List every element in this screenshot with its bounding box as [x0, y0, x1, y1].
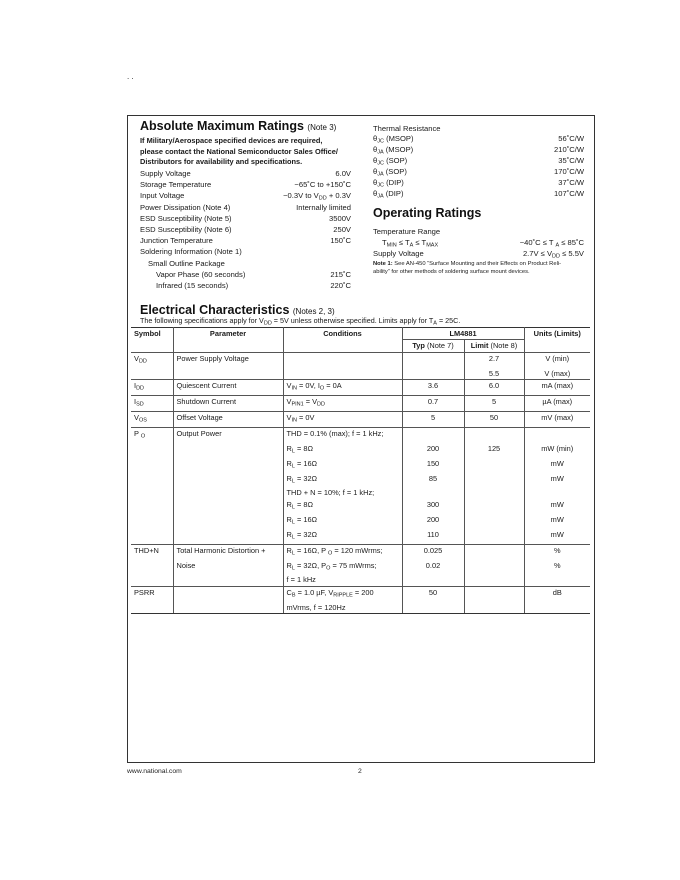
thermal-value: 56˚C/W — [558, 134, 584, 143]
col-symbol: Symbol — [131, 328, 173, 353]
cell-symbol: P $_O$ — [131, 427, 173, 442]
cell-conditions: THD = 0.1% (max); f = 1 kHz; — [283, 427, 402, 442]
cell-symbol — [131, 499, 173, 514]
cell-symbol: THD+N — [131, 544, 173, 559]
table-row — [131, 499, 590, 514]
cell-symbol: $V_{OS}$ — [131, 411, 173, 427]
abs-max-label: Supply Voltage — [140, 169, 191, 178]
cell-limit: 6.0 — [464, 380, 524, 396]
abs-max-label: Small Outline Package — [148, 258, 225, 268]
abs-max-label: Input Voltage — [140, 191, 185, 201]
cell-typ — [402, 602, 464, 614]
thermal-label: $\theta_{JC}$ (DIP) — [373, 178, 404, 189]
cell-conditions: f = 1 kHz — [283, 574, 402, 586]
cell-parameter — [173, 473, 283, 488]
cell-parameter — [173, 499, 283, 514]
cell-typ: 150 — [402, 458, 464, 473]
cell-units: mW — [524, 499, 590, 514]
thermal-row — [373, 167, 584, 178]
cell-limit: 125 — [464, 443, 524, 458]
abs-max-row — [140, 180, 351, 191]
abs-max-label: ESD Susceptibility (Note 5) — [140, 213, 232, 223]
abs-max-value: 220˚C — [330, 280, 351, 290]
cell-units: mW (min) — [524, 443, 590, 458]
supply-label: Supply Voltage — [373, 249, 424, 258]
thermal-row — [373, 134, 584, 145]
col-units: Units (Limits) — [524, 328, 590, 353]
footer-page-number: 2 — [358, 768, 362, 775]
cell-parameter — [173, 602, 283, 614]
table-row — [131, 574, 590, 586]
cell-typ — [402, 487, 464, 498]
abs-max-warning — [140, 136, 338, 168]
cell-parameter: Total Harmonic Distortion + — [173, 544, 283, 559]
footer-website: www.national.com — [127, 768, 182, 775]
cell-typ: 0.7 — [402, 396, 464, 412]
cell-parameter — [173, 586, 283, 601]
col-limit: Limit (Note 8) — [464, 340, 524, 352]
note-label: Note 1: — [373, 261, 393, 267]
warning-line: Distributors for availability and specifications. — [140, 157, 303, 166]
cell-conditions: $R_L = 32\Omega$ — [283, 529, 402, 544]
col-conditions: Conditions — [283, 328, 402, 353]
table-row — [131, 411, 590, 427]
cell-symbol — [131, 473, 173, 488]
cell-conditions: mVrms, f = 120Hz — [283, 602, 402, 614]
table-row — [131, 396, 590, 412]
abs-max-value: 215˚C — [330, 269, 351, 279]
corner-marks: . . — [127, 72, 134, 81]
cell-conditions: $R_L = 32\Omega$ — [283, 473, 402, 488]
abs-max-row — [140, 247, 351, 258]
cell-symbol — [131, 560, 173, 575]
cell-symbol: PSRR — [131, 586, 173, 601]
thermal-label: $\theta_{JC}$ (SOP) — [373, 156, 408, 167]
table-row — [131, 458, 590, 473]
cell-units: mW — [524, 473, 590, 488]
note-line: See AN-450 “Surface Mounting and their Effects on Product Reli- — [394, 261, 562, 267]
abs-max-value: 6.0V — [335, 169, 351, 178]
cell-units: mA (max) — [524, 380, 590, 396]
thermal-label: $\theta_{JC}$ (MSOP) — [373, 134, 414, 145]
abs-max-note: (Note 3) — [307, 123, 337, 132]
temp-range-label: Temperature Range — [373, 227, 441, 236]
cell-parameter — [173, 529, 283, 544]
cell-typ: 200 — [402, 514, 464, 529]
cell-units — [524, 427, 590, 442]
cell-units: mV (max) — [524, 411, 590, 427]
abs-max-label: Soldering Information (Note 1) — [140, 247, 242, 257]
thermal-value: 37˚C/W — [558, 178, 584, 188]
abs-max-row — [140, 225, 351, 236]
cell-parameter — [173, 368, 283, 380]
abs-max-label: Infrared (15 seconds) — [156, 280, 229, 290]
operating-note — [373, 260, 561, 276]
abs-max-title — [140, 119, 336, 133]
table-row — [131, 514, 590, 529]
abs-max-list — [140, 169, 351, 292]
thermal-label: $\theta_{JA}$ (DIP) — [373, 189, 404, 200]
table-row — [131, 586, 590, 601]
cell-typ: 0.02 — [402, 560, 464, 575]
cell-typ: 3.6 — [402, 380, 464, 396]
cell-typ — [402, 368, 464, 380]
cell-limit — [464, 586, 524, 601]
cell-parameter — [173, 514, 283, 529]
electrical-title-text: Electrical Characteristics — [140, 303, 290, 317]
cell-limit — [464, 514, 524, 529]
cell-conditions: $R_L = 16\Omega$, P $_O$ = 120 mWrms; — [283, 544, 402, 559]
thermal-value: 35˚C/W — [558, 156, 584, 166]
cell-limit: 50 — [464, 411, 524, 427]
cell-conditions: $V_{IN} = 0V$ — [283, 411, 402, 427]
cell-limit — [464, 473, 524, 488]
cell-symbol — [131, 458, 173, 473]
cell-parameter — [173, 574, 283, 586]
cell-conditions: $R_L = 16\Omega$ — [283, 458, 402, 473]
cell-parameter — [173, 458, 283, 473]
col-parameter: Parameter — [173, 328, 283, 353]
cell-limit: 5.5 — [464, 368, 524, 380]
cell-symbol: $V_{DD}$ — [131, 352, 173, 367]
electrical-table — [131, 327, 590, 614]
cell-units: V (min) — [524, 352, 590, 367]
thermal-list — [373, 134, 584, 201]
cell-limit — [464, 499, 524, 514]
table-row — [131, 443, 590, 458]
cell-conditions: $V_{IN} = 0V$, $I_O = 0A$ — [283, 380, 402, 396]
cell-symbol: $I_{SD}$ — [131, 396, 173, 412]
table-row — [131, 529, 590, 544]
abs-max-value: −65˚C to +150˚C — [294, 180, 351, 190]
cell-conditions: $R_L = 16\Omega$ — [283, 514, 402, 529]
note-line: ability” for other methods of soldering surface mount devices. — [373, 269, 530, 275]
thermal-value: 210˚C/W — [554, 145, 584, 155]
cell-typ — [402, 352, 464, 367]
abs-max-row — [140, 169, 351, 180]
cell-conditions: $V_{PIN1} = V_{DD}$ — [283, 396, 402, 412]
warning-line: If Military/Aerospace specified devices are required, — [140, 136, 323, 145]
abs-max-label: Junction Temperature — [140, 236, 213, 246]
cell-typ: 300 — [402, 499, 464, 514]
electrical-intro: The following specifications apply for $V_{DD} = 5V$ unless otherwise specified. Limits apply for $T_A = 25C$. — [140, 316, 461, 327]
table-row — [131, 602, 590, 614]
table-row — [131, 560, 590, 575]
col-device: LM4881 — [402, 328, 524, 340]
cell-parameter — [173, 443, 283, 458]
cell-units — [524, 574, 590, 586]
cell-symbol — [131, 529, 173, 544]
table-row — [131, 380, 590, 396]
abs-max-value: −0.3V to $V_{DD} + 0.3V$ — [283, 191, 351, 202]
cell-units: % — [524, 560, 590, 575]
table-row — [131, 352, 590, 367]
cell-limit: 2.7 — [464, 352, 524, 367]
cell-symbol — [131, 602, 173, 614]
cell-parameter — [173, 487, 283, 498]
thermal-value: 170˚C/W — [554, 167, 584, 177]
cell-units: mW — [524, 458, 590, 473]
cell-typ: 200 — [402, 443, 464, 458]
cell-parameter: Output Power — [173, 427, 283, 442]
electrical-title — [140, 303, 335, 317]
thermal-value: 107˚C/W — [554, 189, 584, 199]
abs-max-row — [140, 203, 351, 214]
cell-typ: 85 — [402, 473, 464, 488]
abs-max-value: Internally limited — [296, 202, 351, 212]
cell-limit — [464, 602, 524, 614]
abs-max-row — [140, 281, 351, 292]
operating-title: Operating Ratings — [373, 206, 482, 220]
abs-max-value: 250V — [333, 224, 351, 234]
cell-limit — [464, 458, 524, 473]
cell-limit — [464, 560, 524, 575]
cell-units — [524, 487, 590, 498]
cell-limit — [464, 529, 524, 544]
abs-max-value: 3500V — [329, 213, 351, 223]
cell-limit — [464, 574, 524, 586]
abs-max-row — [140, 214, 351, 225]
thermal-row — [373, 156, 584, 167]
cell-units: % — [524, 544, 590, 559]
cell-conditions — [283, 352, 402, 367]
cell-symbol — [131, 368, 173, 380]
table-row — [131, 487, 590, 498]
cell-conditions: $R_L = 32\Omega$, $P_O = 75$ mWrms; — [283, 560, 402, 575]
abs-max-label: Vapor Phase (60 seconds) — [156, 269, 246, 279]
thermal-label: $\theta_{JA}$ (MSOP) — [373, 145, 414, 156]
cell-limit: 5 — [464, 396, 524, 412]
cell-typ: 50 — [402, 586, 464, 601]
cell-units: dB — [524, 586, 590, 601]
thermal-label: $\theta_{JA}$ (SOP) — [373, 167, 407, 178]
abs-max-title-text: Absolute Maximum Ratings — [140, 119, 304, 133]
warning-line: please contact the National Semiconductor Sales Office/ — [140, 146, 338, 156]
cell-units — [524, 602, 590, 614]
cell-conditions: $R_L = 8\Omega$ — [283, 499, 402, 514]
thermal-title: Thermal Resistance — [373, 124, 441, 133]
cell-parameter: Power Supply Voltage — [173, 352, 283, 367]
cell-limit — [464, 544, 524, 559]
electrical-notes: (Notes 2, 3) — [292, 307, 335, 316]
col-typ: Typ (Note 7) — [402, 340, 464, 352]
cell-units: mW — [524, 529, 590, 544]
cell-symbol: $I_{DD}$ — [131, 380, 173, 396]
temp-range-expr: $T_{MIN} \le T_A \le T_{MAX}$ — [382, 238, 439, 249]
abs-max-row — [140, 270, 351, 281]
abs-max-row — [140, 236, 351, 247]
cell-typ — [402, 427, 464, 442]
cell-symbol — [131, 487, 173, 498]
thermal-row — [373, 189, 584, 200]
abs-max-value: 150˚C — [330, 236, 351, 246]
cell-units: mW — [524, 514, 590, 529]
cell-units: µA (max) — [524, 396, 590, 412]
cell-typ: 110 — [402, 529, 464, 544]
abs-max-label: Storage Temperature — [140, 180, 212, 190]
cell-conditions: $C_B = 1.0$ µF, $V_{RIPPLE} = 200$ — [283, 586, 402, 601]
table-row — [131, 427, 590, 442]
cell-parameter: Offset Voltage — [173, 411, 283, 427]
cell-limit — [464, 427, 524, 442]
abs-max-row — [140, 191, 351, 202]
cell-typ — [402, 574, 464, 586]
cell-typ: 5 — [402, 411, 464, 427]
cell-conditions — [283, 368, 402, 380]
cell-parameter: Noise — [173, 560, 283, 575]
cell-symbol — [131, 443, 173, 458]
abs-max-row — [140, 259, 351, 270]
table-row — [131, 473, 590, 488]
abs-max-label: ESD Susceptibility (Note 6) — [140, 224, 232, 234]
cell-units: V (max) — [524, 368, 590, 380]
cell-parameter: Quiescent Current — [173, 380, 283, 396]
thermal-row — [373, 145, 584, 156]
thermal-row — [373, 178, 584, 189]
cell-conditions: $R_L = 8\Omega$ — [283, 443, 402, 458]
cell-parameter: Shutdown Current — [173, 396, 283, 412]
cell-symbol — [131, 574, 173, 586]
temp-range-value: −40˚C ≤ T $_A$ ≤ 85˚C — [519, 238, 584, 249]
cell-limit — [464, 487, 524, 498]
cell-symbol — [131, 514, 173, 529]
table-row — [131, 544, 590, 559]
table-row — [131, 368, 590, 380]
supply-value: $2.7V \le V_{DD} \le 5.5V$ — [522, 249, 584, 260]
cell-conditions: THD + N = 10%; f = 1 kHz; — [283, 487, 402, 498]
abs-max-label: Power Dissipation (Note 4) — [140, 202, 231, 212]
cell-typ: 0.025 — [402, 544, 464, 559]
